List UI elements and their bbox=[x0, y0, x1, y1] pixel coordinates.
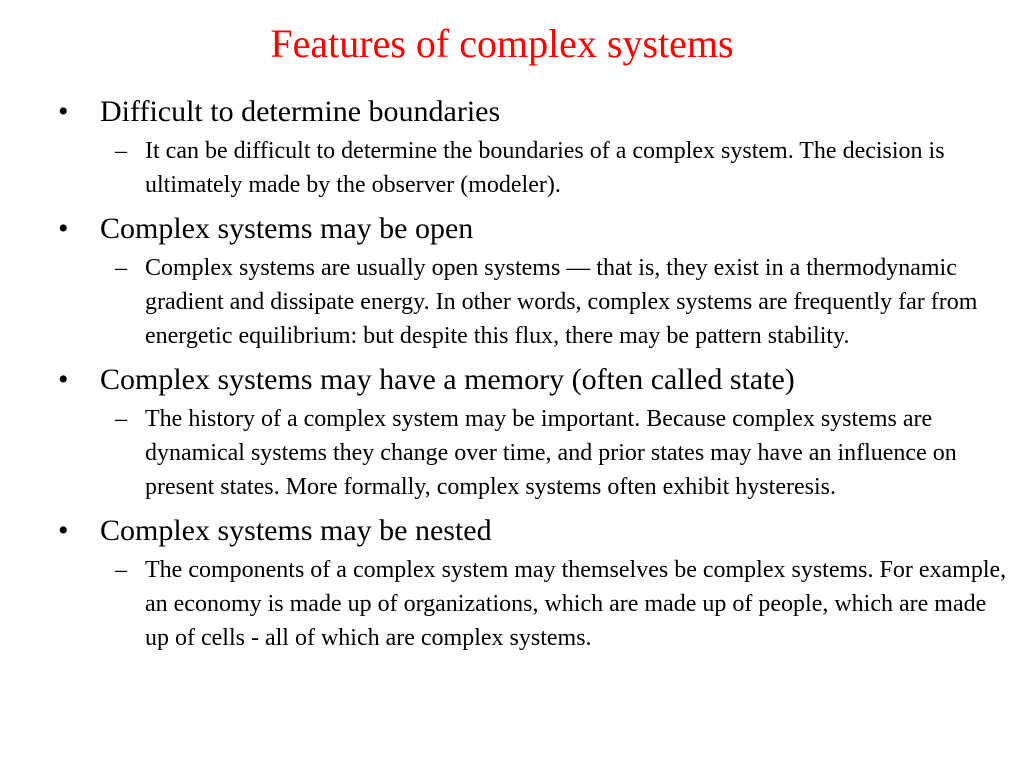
sub-list bbox=[0, 251, 1024, 353]
bullet-list bbox=[0, 93, 1024, 663]
bullet-row bbox=[0, 361, 1024, 399]
bullet-item-memory bbox=[0, 361, 1024, 504]
dash-icon: – bbox=[115, 406, 127, 432]
dash-icon: – bbox=[115, 557, 127, 583]
sub-text: Complex systems are usually open systems — that is, they exist in a thermodynamic gradient and dissipate energy. In other words, complex systems are frequently far from energetic equilibrium: but despite this flux, there may be pattern stability. bbox=[145, 255, 978, 349]
bullet-text: Complex systems may have a memory (often called state) bbox=[100, 363, 795, 396]
slide-title: Features of complex systems bbox=[270, 21, 734, 66]
bullet-item-boundaries bbox=[0, 93, 1024, 202]
bullet-dot-icon: • bbox=[58, 95, 69, 128]
sub-text: It can be difficult to determine the boundaries of a complex system. The decision is ultimately made by the observer (modeler). bbox=[145, 138, 945, 198]
sub-item bbox=[0, 251, 1024, 353]
sub-list bbox=[0, 402, 1024, 504]
bullet-dot-icon: • bbox=[58, 363, 69, 396]
bullet-row bbox=[0, 210, 1024, 248]
bullet-text: Complex systems may be nested bbox=[100, 514, 492, 547]
sub-item bbox=[0, 134, 1024, 202]
bullet-text: Difficult to determine boundaries bbox=[100, 95, 501, 128]
sub-item bbox=[0, 553, 1024, 655]
bullet-dot-icon: • bbox=[58, 212, 69, 245]
dash-icon: – bbox=[115, 138, 127, 164]
sub-list bbox=[0, 134, 1024, 202]
bullet-row bbox=[0, 93, 1024, 131]
sub-item bbox=[0, 402, 1024, 504]
sub-text: The history of a complex system may be important. Because complex systems are dynamical systems they change over time, and prior states may have an influence on present states. More formally, complex systems often exhibit hysteresis. bbox=[145, 406, 957, 500]
bullet-row bbox=[0, 512, 1024, 550]
sub-text: The components of a complex system may themselves be complex systems. For example, an economy is made up of organizations, which are made up of people, which are made up of cells - all of which are complex systems. bbox=[145, 557, 1007, 651]
bullet-dot-icon: • bbox=[58, 514, 69, 547]
dash-icon: – bbox=[115, 255, 127, 281]
bullet-text: Complex systems may be open bbox=[100, 212, 474, 245]
bullet-item-nested bbox=[0, 512, 1024, 655]
sub-list bbox=[0, 553, 1024, 655]
bullet-item-open bbox=[0, 210, 1024, 353]
